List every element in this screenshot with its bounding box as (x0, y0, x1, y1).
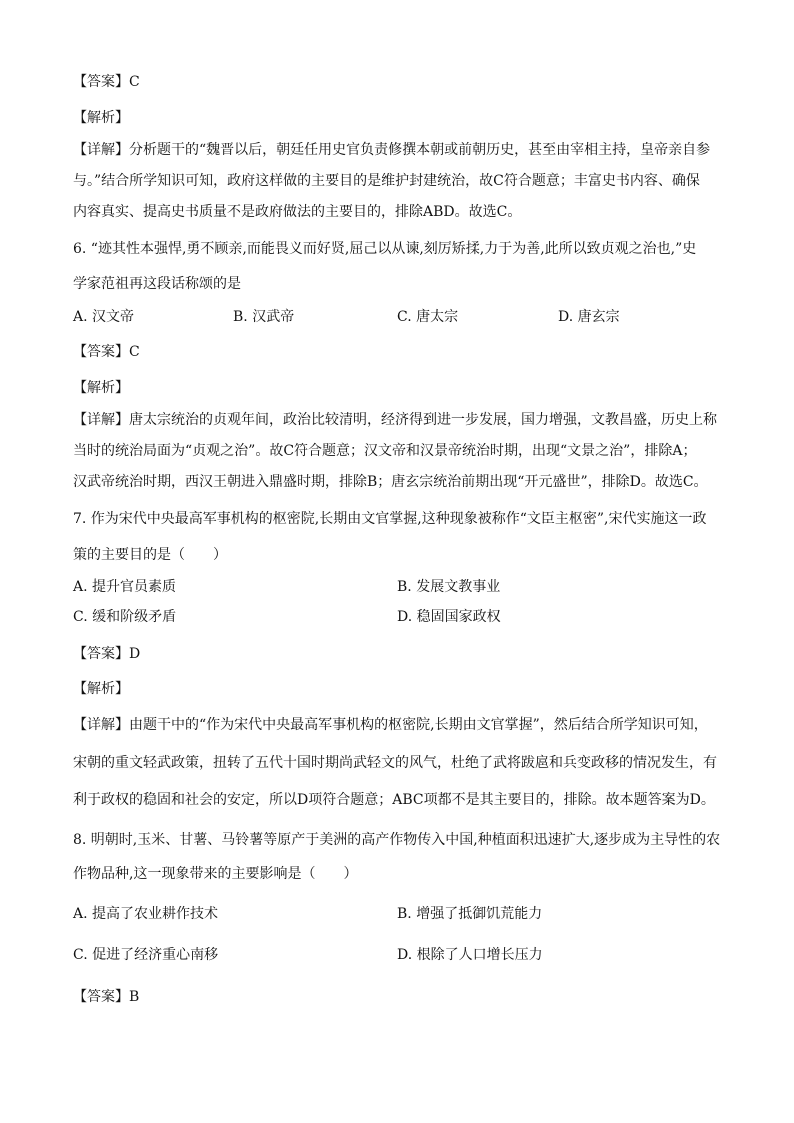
question-6-stem-line2: 学家范祖再这段话称颂的是 (73, 276, 241, 292)
q8-option-a: A. 提高了农业耕作技术 (73, 906, 219, 922)
q7-option-d: D. 稳固国家政权 (397, 609, 501, 625)
analysis-label-q6: 【解析】 (73, 380, 129, 396)
question-8-stem-line1: 8. 明朝时,玉米、甘薯、马铃薯等原产于美洲的高产作物传入中国,种植面积迅速扩大,逐步成为主导性的农 (73, 832, 721, 848)
answer-value: D (129, 646, 141, 662)
q6-option-a: A. 汉文帝 (73, 309, 135, 325)
q6-option-d: D. 唐玄宗 (558, 309, 620, 325)
q8-option-b: B. 增强了抵御饥荒能力 (397, 906, 543, 922)
question-6-stem-line1: 6. “迹其性本强悍,勇不顾亲,而能畏义而好贤,屈己以从谏,刻厉矫揉,力于为善,此所以致贞观之治也,”史 (73, 241, 697, 257)
analysis-label-q7: 【解析】 (73, 681, 129, 697)
q7-option-a: A. 提升官员素质 (73, 579, 177, 595)
answer-label: 【答案】 (73, 989, 129, 1005)
detail-q5-line2: 与。”结合所学知识可知，政府这样做的主要目的是维护封建统治，故C符合题意；丰富史书内容、确保 (73, 173, 700, 189)
q7-option-b: B. 发展文教事业 (397, 579, 501, 595)
analysis-label-q5: 【解析】 (73, 110, 129, 126)
answer-value: C (129, 74, 140, 90)
answer-line-q8 (73, 987, 753, 1007)
detail-q6-line3: 汉武帝统治时期，西汉王朝进入鼎盛时期，排除B；唐玄宗统治前期出现“开元盛世”，排除D。故选C。 (73, 474, 708, 490)
q7-option-c: C. 缓和阶级矛盾 (73, 609, 177, 625)
detail-q6-line1: 【详解】唐太宗统治的贞观年间，政治比较清明，经济得到进一步发展，国力增强，文教昌盛，历史上称 (73, 412, 717, 428)
detail-q7-line3: 利于政权的稳固和社会的安定，所以D项符合题意；ABC项都不是其主要目的，排除。故本题答案为D。 (73, 792, 715, 808)
question-7-stem-line1: 7. 作为宋代中央最高军事机构的枢密院,长期由文官掌握,这种现象被称作“文臣主枢密”,宋代实施这一政 (73, 511, 707, 527)
question-8-stem-line2: 作物品种,这一现象带来的主要影响是（ ） (73, 866, 358, 882)
answer-label: 【答案】 (73, 74, 129, 90)
question-7-stem-line2: 策的主要目的是（ ） (73, 547, 227, 563)
answer-line-q5 (73, 72, 753, 92)
q8-option-d: D. 根除了人口增长压力 (397, 947, 543, 963)
detail-q5-line1: 【详解】分析题干的“魏晋以后，朝廷任用史官负责修撰本朝或前朝历史，甚至由宰相主持，皇帝亲自参 (73, 142, 711, 158)
answer-label: 【答案】 (73, 344, 129, 360)
answer-label: 【答案】 (73, 646, 129, 662)
detail-q5-line3: 内容真实、提高史书质量不是政府做法的主要目的，排除ABD。故选C。 (73, 204, 522, 220)
answer-value: B (129, 989, 140, 1005)
answer-value: C (129, 344, 140, 360)
q8-option-c: C. 促进了经济重心南移 (73, 947, 219, 963)
detail-q7-line2: 宋朝的重文轻武政策，扭转了五代十国时期尚武轻文的风气，杜绝了武将跋扈和兵变政移的情况发生，有 (73, 755, 717, 771)
q6-option-c: C. 唐太宗 (397, 309, 459, 325)
answer-line-q6 (73, 342, 753, 362)
answer-line-q7 (73, 644, 753, 664)
detail-q6-line2: 当时的统治局面为“贞观之治”。故C符合题意；汉文帝和汉景帝统治时期，出现“文景之治”，排除A； (73, 443, 697, 459)
q6-option-b: B. 汉武帝 (233, 309, 295, 325)
detail-q7-line1: 【详解】由题干中的“作为宋代中央最高军事机构的枢密院,长期由文官掌握”，然后结合所学知识可知， (73, 717, 708, 733)
